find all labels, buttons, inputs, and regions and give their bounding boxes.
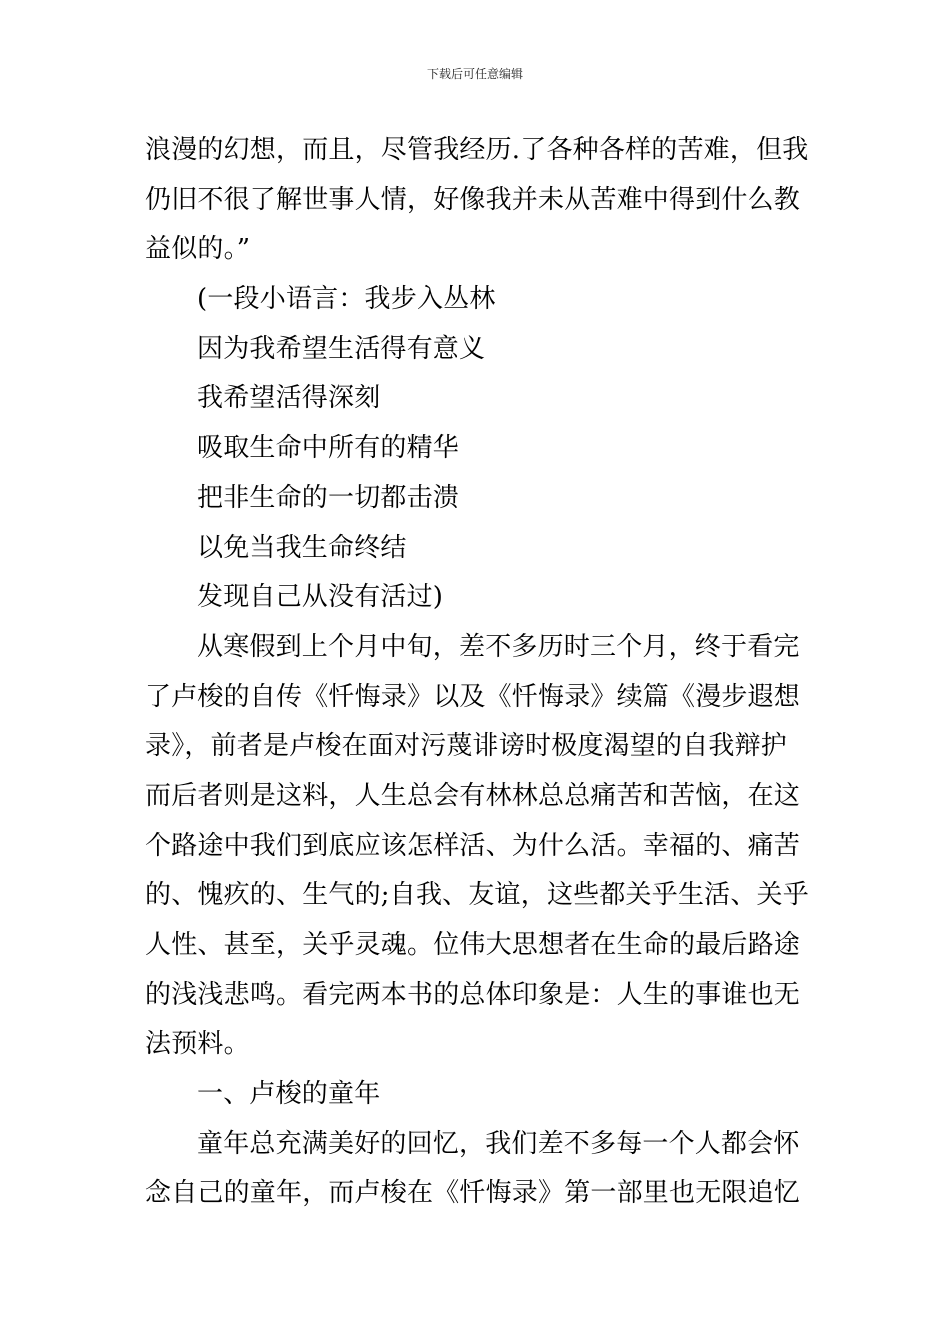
text-line: 以免当我生命终结	[197, 532, 407, 563]
text-line: 而后者则是这料，人生总会有林林总总痛苦和苦恼，在这	[145, 780, 801, 811]
text-line: 念自己的童年，而卢梭在《忏悔录》第一部里也无限追忆	[145, 1178, 801, 1209]
text-line: 一、卢梭的童年	[197, 1079, 381, 1110]
text-line: 录》，前者是卢梭在面对污蔑诽谤时极度渴望的自我辩护	[145, 731, 788, 762]
text-line: 浪漫的幻想，而且，尽管我经历.了各种各样的苦难，但我	[145, 135, 809, 165]
text-line: 了卢梭的自传《忏悔录》以及《忏悔录》续篇《漫步遐想	[145, 681, 801, 712]
text-line: 我希望活得深刻	[197, 383, 381, 414]
text-line: 益似的。”	[145, 234, 251, 265]
document-body	[145, 126, 810, 1219]
text-line: 吸取生命中所有的精华	[197, 433, 460, 464]
text-line: 仍旧不很了解世事人情，好像我并未从苦难中得到什么教	[145, 184, 801, 215]
text-line: 发现自己从没有活过)	[197, 582, 444, 613]
text-line: 从寒假到上个月中旬，差不多历时三个月，终于看完	[197, 631, 800, 662]
text-line: 的浅浅悲鸣。看完两本书的总体印象是：人生的事谁也无	[145, 979, 801, 1010]
text-line: 个路途中我们到底应该怎样活、为什么活。幸福的、痛苦	[145, 830, 801, 861]
text-line: 因为我希望生活得有意义	[197, 333, 486, 364]
text-line: 人性、甚至，关乎灵魂。位伟大思想者在生命的最后路途	[145, 930, 801, 960]
text-line: 把非生命的一切都击溃	[197, 482, 460, 513]
text-line: 的、愧疚的、生气的;自我、友谊，这些都关乎生活、关乎	[145, 880, 809, 911]
text-line: 童年总充满美好的回忆，我们差不多每一个人都会怀	[197, 1128, 800, 1159]
page-header-note: 下载后可任意编辑	[426, 67, 523, 81]
text-line: 法预料。	[145, 1029, 250, 1060]
text-line: (一段小语言：我步入丛林	[197, 284, 496, 315]
